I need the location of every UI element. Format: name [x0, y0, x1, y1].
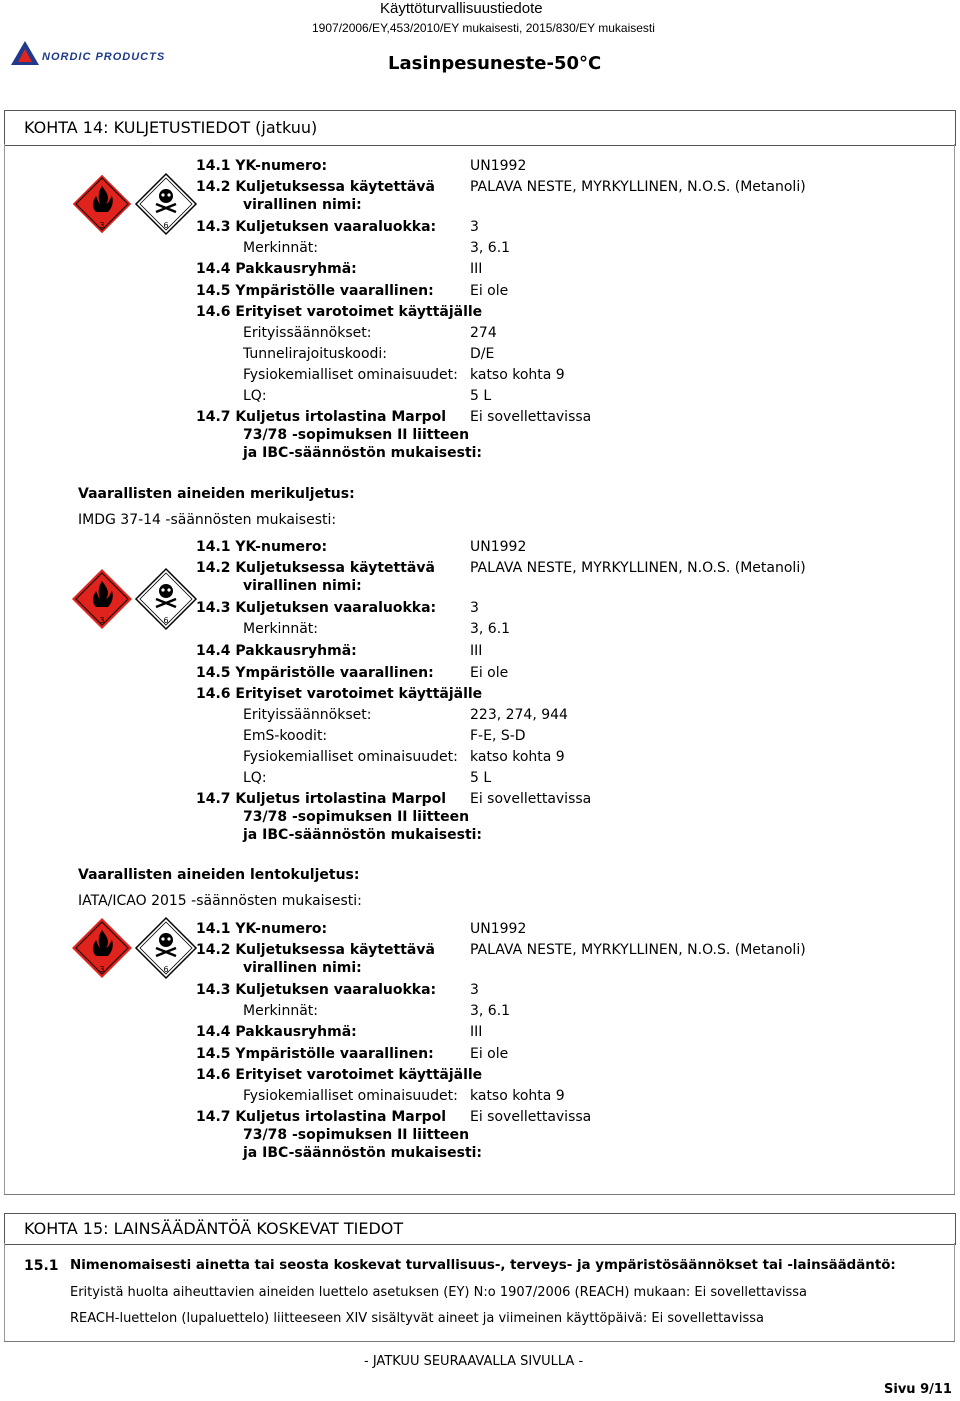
road-prec-label: 14.6 Erityiset varotoimet käyttäjälle — [196, 304, 483, 320]
right-rule — [954, 144, 955, 1194]
sea-class-value: 3 — [470, 600, 479, 616]
continue-note: - JATKUU SEURAAVALLA SIVULLA - — [364, 1354, 584, 1369]
air-phys-label: Fysiokemialliset ominaisuudet: — [243, 1088, 458, 1104]
road-name-label-2: virallinen nimi: — [243, 197, 362, 213]
air-marks-value: 3, 6.1 — [470, 1003, 511, 1019]
air-env-value: Ei ole — [470, 1046, 509, 1062]
svg-text:3: 3 — [99, 965, 105, 974]
sea-heading: Vaarallisten aineiden merikuljetus: — [78, 486, 355, 502]
toxic-skull-diamond-icon — [134, 916, 198, 980]
page-number: Sivu 9/11 — [884, 1382, 952, 1397]
section15-line2: REACH-luettelon (lupaluettelo) liitteeseen XIV sisältyvät aineet ja viimeinen käyttöpäivä: Ei sovellettavissa — [70, 1311, 764, 1326]
road-bulk-label-3: ja IBC-säännöstön mukaisesti: — [243, 445, 483, 461]
sea-pg-label: 14.4 Pakkausryhmä: — [196, 643, 357, 659]
section15-num: 15.1 — [24, 1258, 59, 1274]
sea-bulk-label-2: 73/78 -sopimuksen II liitteen — [243, 809, 470, 825]
sea-name-value: PALAVA NESTE, MYRKYLLINEN, N.O.S. (Metanoli) — [470, 560, 806, 576]
air-phys-value: katso kohta 9 — [470, 1088, 565, 1104]
road-bulk-value: Ei sovellettavissa — [470, 409, 592, 425]
air-env-label: 14.5 Ympäristölle vaarallinen: — [196, 1046, 434, 1062]
road-phys-value: katso kohta 9 — [470, 367, 565, 383]
road-env-value: Ei ole — [470, 283, 509, 299]
logo-text: NORDIC PRODUCTS — [42, 51, 166, 63]
road-un-value: UN1992 — [470, 158, 527, 174]
road-class-value: 3 — [470, 219, 479, 235]
sea-prec-label: 14.6 Erityiset varotoimet käyttäjälle — [196, 686, 483, 702]
air-bulk-label-3: ja IBC-säännöstön mukaisesti: — [243, 1145, 483, 1161]
flammable-liquid-diamond-icon — [70, 916, 134, 980]
road-pg-label: 14.4 Pakkausryhmä: — [196, 261, 357, 277]
sea-lq-label: LQ: — [243, 770, 267, 786]
road-class-label: 14.3 Kuljetuksen vaaraluokka: — [196, 219, 437, 235]
svg-text:6: 6 — [163, 616, 169, 625]
sea-pg-value: III — [470, 643, 483, 659]
logo-mark-icon — [10, 40, 40, 66]
air-bulk-label-2: 73/78 -sopimuksen II liitteen — [243, 1127, 470, 1143]
svg-text:6: 6 — [163, 221, 169, 230]
section15-title: KOHTA 15: LAINSÄÄDÄNTÖÄ KOSKEVAT TIEDOT — [24, 1219, 404, 1238]
road-marks-value: 3, 6.1 — [470, 240, 511, 256]
road-bulk-label-2: 73/78 -sopimuksen II liitteen — [243, 427, 470, 443]
sea-phys-label: Fysiokemialliset ominaisuudet: — [243, 749, 458, 765]
sea-un-label: 14.1 YK-numero: — [196, 539, 328, 555]
svg-text:3: 3 — [99, 616, 105, 625]
air-name-value: PALAVA NESTE, MYRKYLLINEN, N.O.S. (Metanoli) — [470, 942, 806, 958]
air-bulk-value: Ei sovellettavissa — [470, 1109, 592, 1125]
air-pg-value: III — [470, 1024, 483, 1040]
air-pg-label: 14.4 Pakkausryhmä: — [196, 1024, 357, 1040]
sea-sub: IMDG 37-14 -säännösten mukaisesti: — [78, 512, 337, 528]
air-name-label-1: 14.2 Kuljetuksessa käytettävä — [196, 942, 435, 958]
product-name: Lasinpesuneste-50°C — [388, 53, 602, 74]
sea-special-label: Erityissäännökset: — [243, 707, 372, 723]
air-name-label-2: virallinen nimi: — [243, 960, 362, 976]
svg-text:6: 6 — [163, 965, 169, 974]
sea-marks-label: Merkinnät: — [243, 621, 318, 637]
air-sub: IATA/ICAO 2015 -säännösten mukaisesti: — [78, 893, 362, 909]
sea-marks-value: 3, 6.1 — [470, 621, 511, 637]
toxic-skull-diamond-icon — [134, 172, 198, 236]
sea-name-label-1: 14.2 Kuljetuksessa käytettävä — [196, 560, 435, 576]
svg-text:3: 3 — [99, 221, 105, 230]
air-prec-label: 14.6 Erityiset varotoimet käyttäjälle — [196, 1067, 483, 1083]
toxic-skull-diamond-icon — [134, 567, 198, 631]
section15-line1: Erityistä huolta aiheuttavien aineiden luettelo asetuksen (EY) N:o 1907/2006 (REACH) mukaan: Ei sovellettavissa — [70, 1285, 808, 1300]
flammable-liquid-diamond-icon — [70, 567, 134, 631]
road-pg-value: III — [470, 261, 483, 277]
section14-bottom-rule — [4, 1194, 955, 1195]
sea-name-label-2: virallinen nimi: — [243, 578, 362, 594]
sea-phys-value: katso kohta 9 — [470, 749, 565, 765]
left-rule — [4, 144, 5, 1194]
air-class-value: 3 — [470, 982, 479, 998]
road-tunnel-label: Tunnelirajoituskoodi: — [243, 346, 388, 362]
sea-un-value: UN1992 — [470, 539, 527, 555]
road-env-label: 14.5 Ympäristölle vaarallinen: — [196, 283, 434, 299]
road-special-label: Erityissäännökset: — [243, 325, 372, 341]
road-bulk-label-1: 14.7 Kuljetus irtolastina Marpol — [196, 409, 447, 425]
air-class-label: 14.3 Kuljetuksen vaaraluokka: — [196, 982, 437, 998]
sea-special-value: 223, 274, 944 — [470, 707, 568, 723]
air-bulk-label-1: 14.7 Kuljetus irtolastina Marpol — [196, 1109, 447, 1125]
road-un-label: 14.1 YK-numero: — [196, 158, 328, 174]
sea-bulk-label-3: ja IBC-säännöstön mukaisesti: — [243, 827, 483, 843]
road-name-label-1: 14.2 Kuljetuksessa käytettävä — [196, 179, 435, 195]
sea-env-value: Ei ole — [470, 665, 509, 681]
left-rule-15 — [4, 1243, 5, 1341]
road-marks-label: Merkinnät: — [243, 240, 318, 256]
section14-title: KOHTA 14: KULJETUSTIEDOT (jatkuu) — [24, 118, 318, 137]
road-lq-label: LQ: — [243, 388, 267, 404]
air-heading: Vaarallisten aineiden lentokuljetus: — [78, 867, 360, 883]
air-un-label: 14.1 YK-numero: — [196, 921, 328, 937]
road-name-value: PALAVA NESTE, MYRKYLLINEN, N.O.S. (Metanoli) — [470, 179, 806, 195]
air-marks-label: Merkinnät: — [243, 1003, 318, 1019]
sea-bulk-label-1: 14.7 Kuljetus irtolastina Marpol — [196, 791, 447, 807]
flammable-liquid-diamond-icon — [70, 172, 134, 236]
right-rule-15 — [954, 1243, 955, 1341]
sea-env-label: 14.5 Ympäristölle vaarallinen: — [196, 665, 434, 681]
sea-class-label: 14.3 Kuljetuksen vaaraluokka: — [196, 600, 437, 616]
road-tunnel-value: D/E — [470, 346, 495, 362]
regulation: 1907/2006/EY,453/2010/EY mukaisesti, 2015/830/EY mukaisesti — [312, 21, 655, 35]
sea-bulk-value: Ei sovellettavissa — [470, 791, 592, 807]
road-lq-value: 5 L — [470, 388, 492, 404]
road-special-value: 274 — [470, 325, 497, 341]
section15-heading: Nimenomaisesti ainetta tai seosta koskevat turvallisuus-, terveys- ja ympäristösäännökset tai -lainsäädäntö: — [70, 1258, 896, 1273]
sea-lq-value: 5 L — [470, 770, 492, 786]
sea-ems-value: F-E, S-D — [470, 728, 526, 744]
sea-ems-label: EmS-koodit: — [243, 728, 328, 744]
doc-type: Käyttöturvallisuustiedote — [380, 0, 543, 17]
road-phys-label: Fysiokemialliset ominaisuudet: — [243, 367, 458, 383]
air-un-value: UN1992 — [470, 921, 527, 937]
company-logo — [8, 38, 178, 78]
section15-bottom-rule — [4, 1341, 955, 1342]
